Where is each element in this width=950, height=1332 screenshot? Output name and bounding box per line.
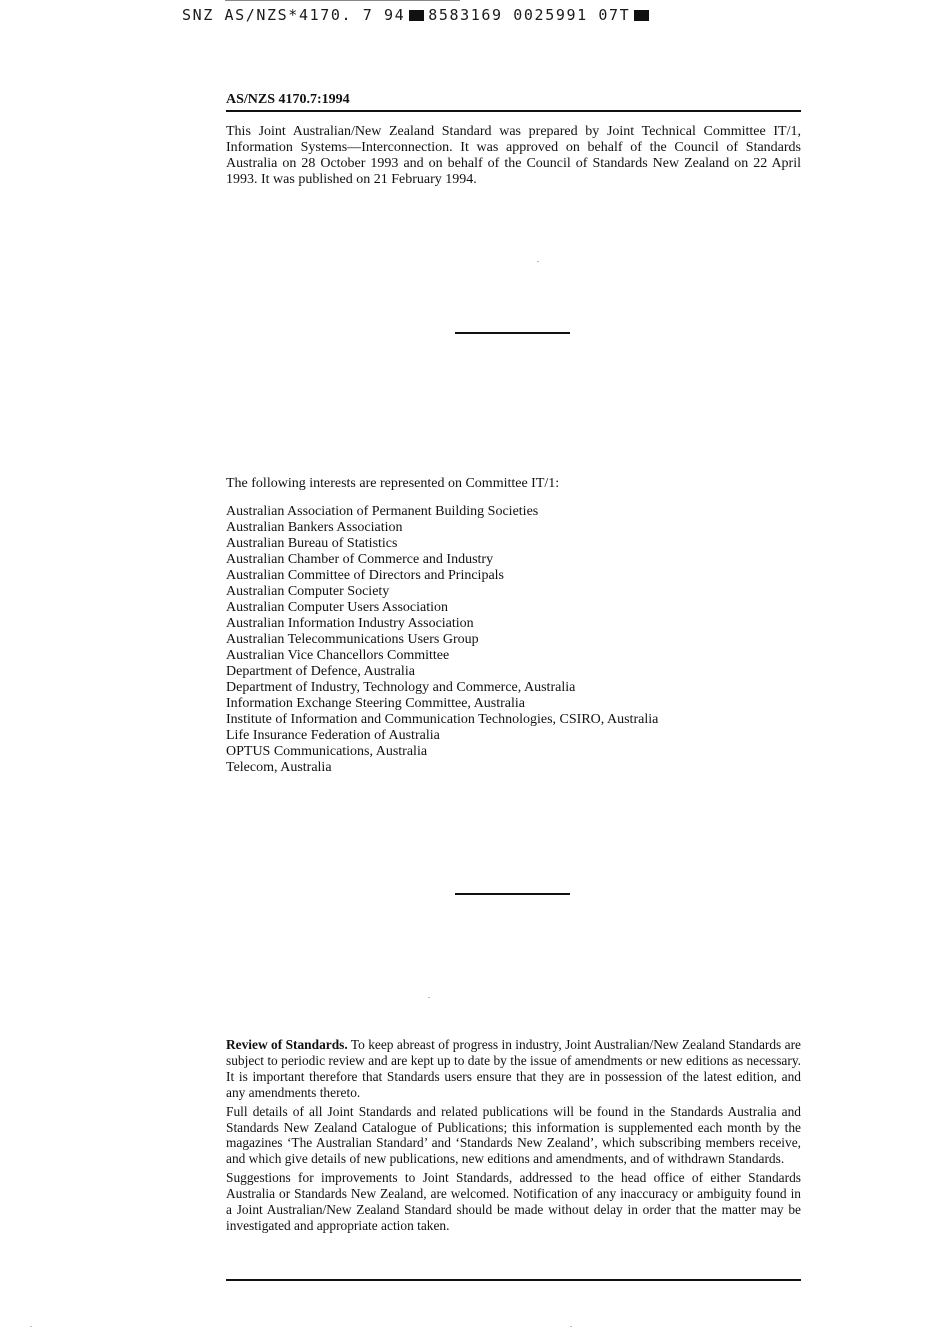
footer-rule [226,1279,801,1281]
list-item: Australian Vice Chancellors Committee [226,648,450,663]
list-item: Australian Bureau of Statistics [226,536,398,551]
list-item: Australian Computer Users Association [226,600,449,615]
scan-speck [570,1326,572,1327]
list-item: Australian Information Industry Association [226,616,474,631]
review-heading: Review of Standards. [226,1037,348,1052]
committee-heading: The following interests are represented on Committee IT/1: [226,476,560,491]
committee-member-list [226,504,658,776]
section-divider [455,893,570,895]
list-item: Australian Computer Society [226,584,390,599]
list-item: Australian Telecommunications Users Group [226,632,479,647]
scan-speck [30,1326,32,1327]
scan-edge-mark [225,0,460,1]
review-text-1: To keep abreast of progress in industry, Joint Australian/New Zealand Standards are subject to periodic review and are kept up to date by the issue of amendments or new editions as necessary. It is important therefore that Standards users ensure that they are in possession of the latest edition, and any amendments thereto. [226,1037,802,1100]
scan-header [182,6,653,24]
review-paragraph-3: Suggestions for improvements to Joint Standards, addressed to the head office of either Standards Australia or Standards New Zealand, are welcomed. Notification of any inaccuracy or ambiguity found in a Joint Australian/New Zealand Standard should be made without delay in order that the matter may be investigated and appropriate action taken. [226,1170,801,1233]
scan-speck [537,261,539,262]
barcode-block-icon [409,10,424,21]
review-paragraph-2: Full details of all Joint Standards and related publications will be found in the Standards Australia and Standards New Zealand Catalogue of Publications; this information is supplemented each month by the magazines ‘The Australian Standard’ and ‘Standards New Zealand’, which subscribing members receive, and which give details of new publications, new editions and amendments, and of withdrawn Standards. [226,1103,801,1167]
list-item: Life Insurance Federation of Australia [226,728,440,743]
list-item: Information Exchange Steering Committee, Australia [226,696,525,711]
standard-id: AS/NZS 4170.7:1994 [226,92,350,107]
review-of-standards [226,1037,801,1237]
review-paragraph-1 [226,1037,801,1101]
list-item: Department of Defence, Australia [226,664,415,679]
list-item: Australian Chamber of Commerce and Industry [226,552,494,567]
list-item: OPTUS Communications, Australia [226,744,428,759]
list-item: Australian Association of Permanent Building Societies [226,504,539,519]
list-item: Australian Committee of Directors and Principals [226,568,504,583]
section-divider [455,332,570,334]
list-item: Institute of Information and Communication Technologies, CSIRO, Australia [226,712,659,727]
scan-header-left: SNZ AS/NZS*4170. 7 94 [182,6,406,24]
list-item: Australian Bankers Association [226,520,403,535]
scan-speck [428,997,430,998]
scan-header-middle: 8583169 0025991 07T [428,6,631,24]
list-item: Telecom, Australia [226,760,332,775]
intro-paragraph: This Joint Australian/New Zealand Standard was prepared by Joint Technical Committee IT/1, Information Systems—Interconnection. It was approved on behalf of the Council of Standards Australia on 28 October 1993 and on behalf of the Council of Standards New Zealand on 22 April 1993. It was published on 21 February 1994. [226,124,801,187]
header-rule [226,110,801,112]
list-item: Department of Industry, Technology and Commerce, Australia [226,680,576,695]
barcode-block-icon [634,10,649,21]
